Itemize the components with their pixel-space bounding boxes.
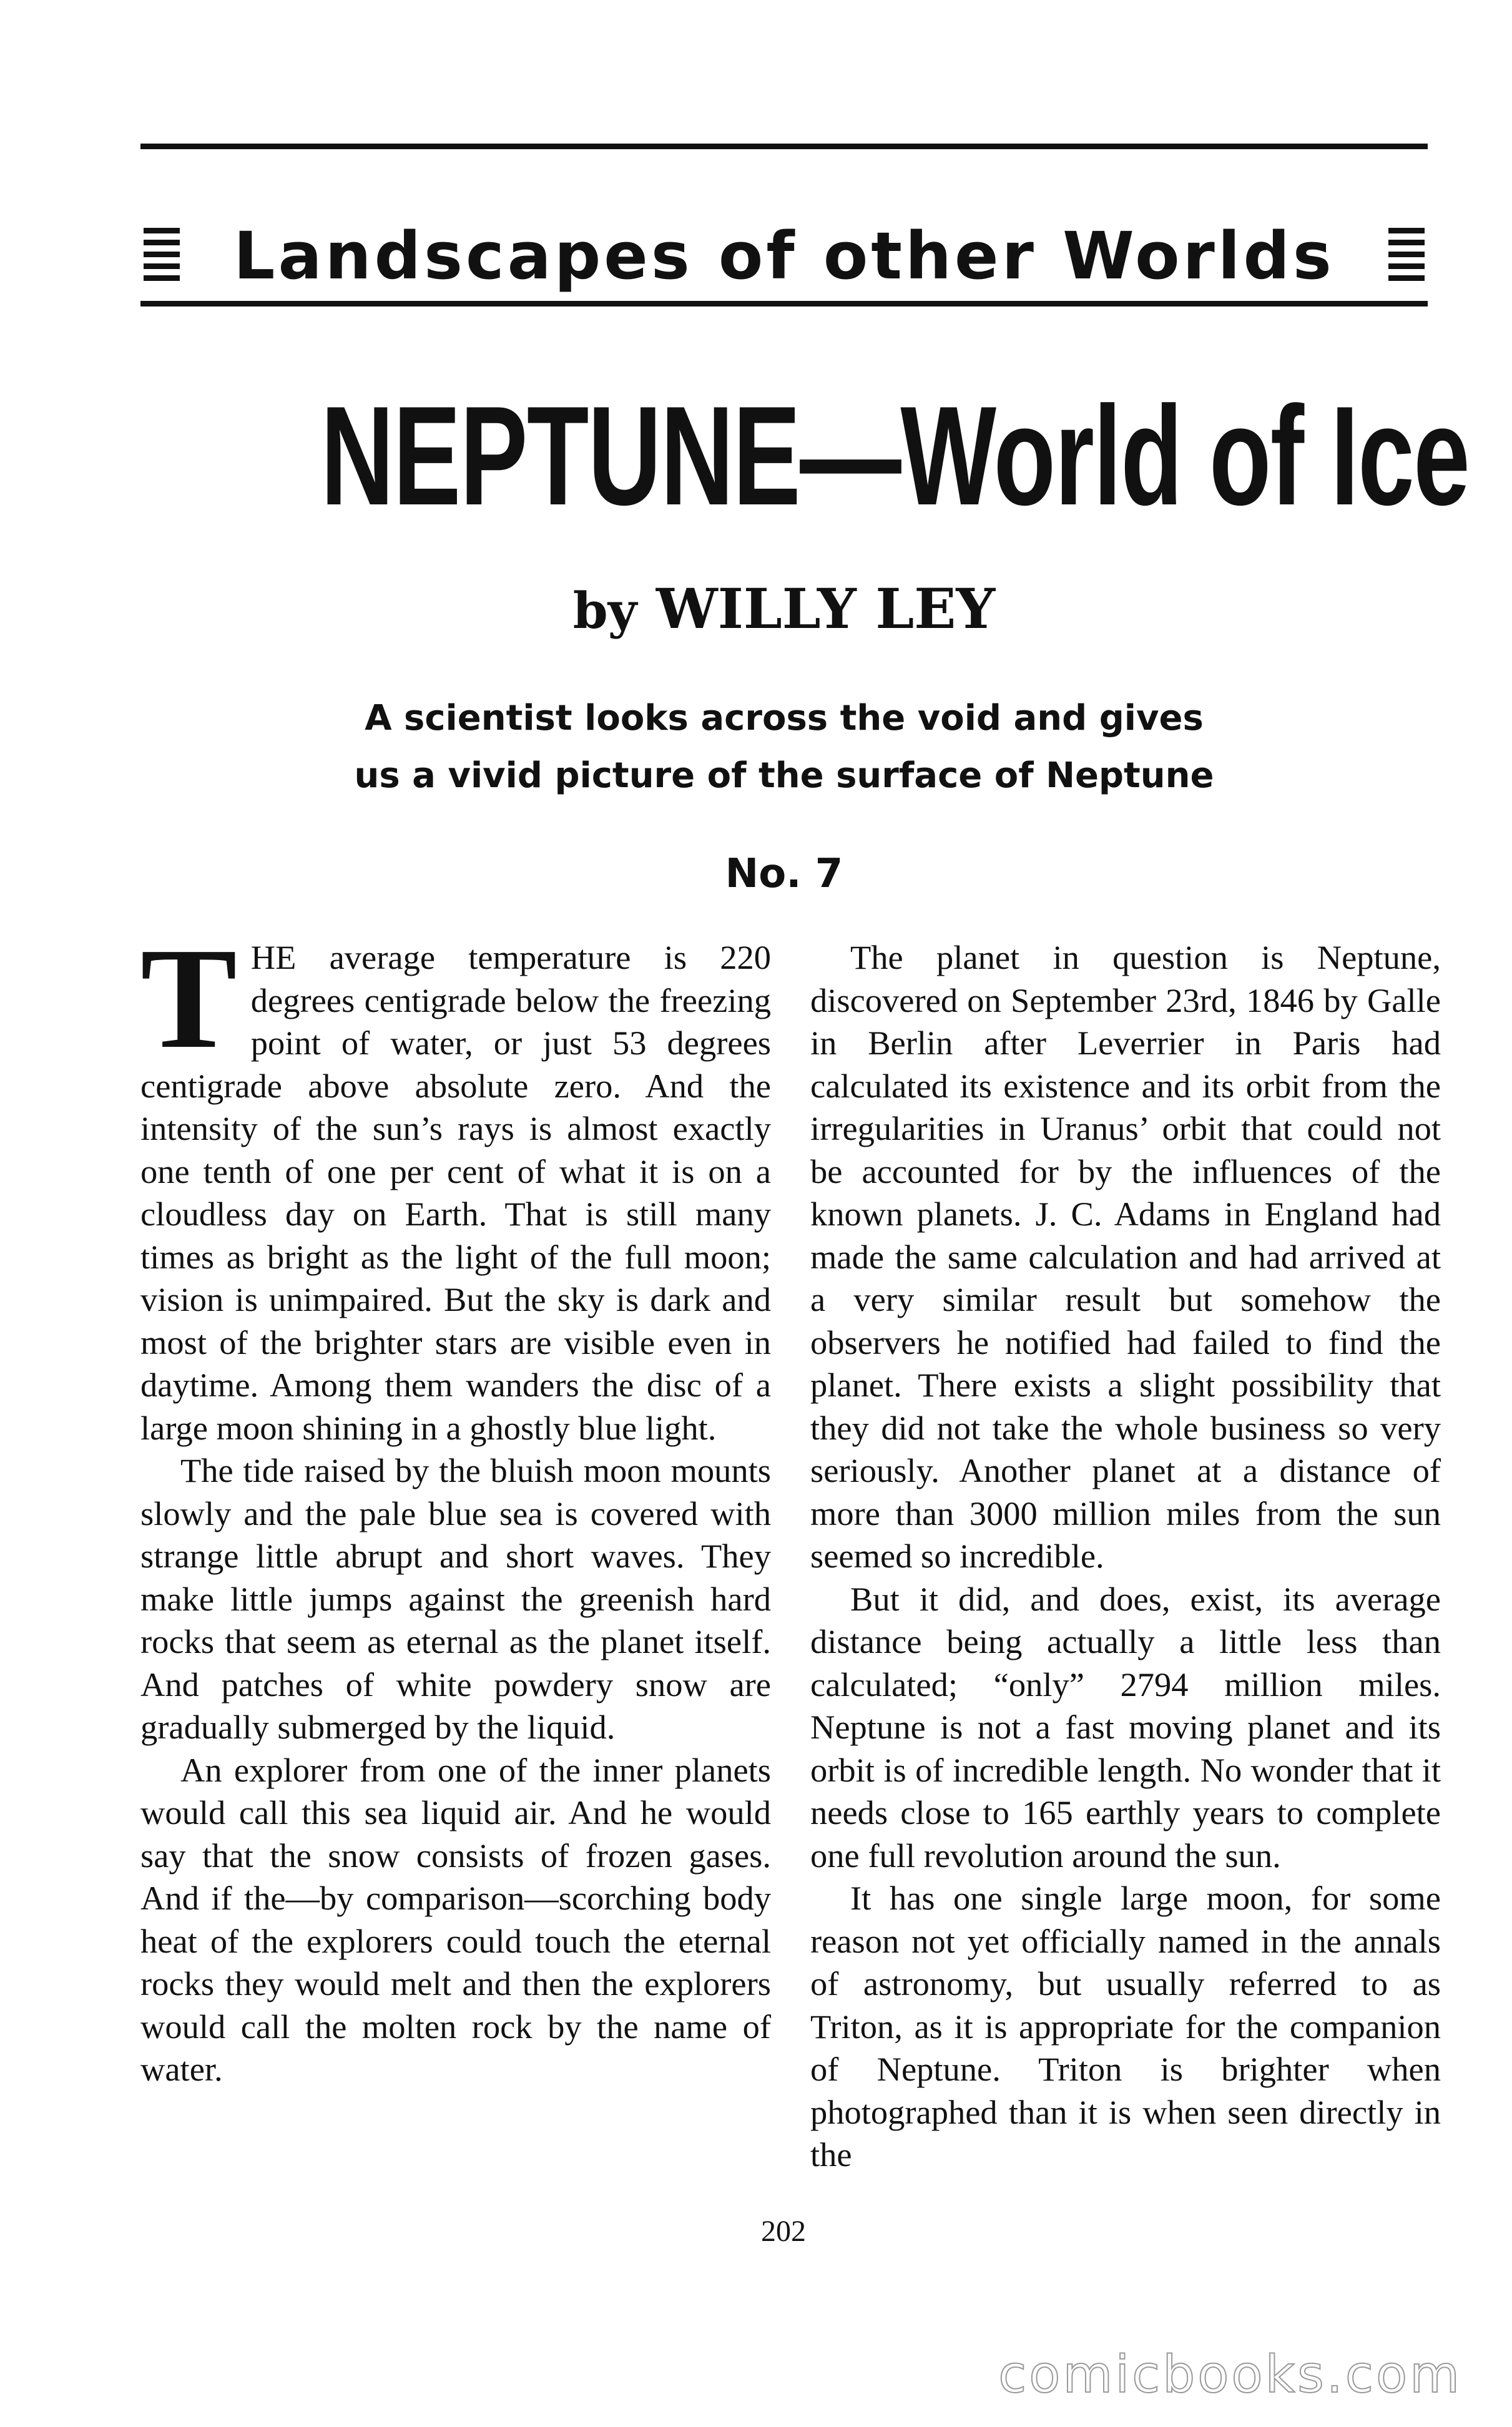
stripes-ornament-right [1388,228,1425,293]
watermark: comicbooks.com [998,2345,1462,2405]
deck-line-1: A scientist looks across the void and gives [365,698,1204,738]
series-title: Landscapes of other Worlds [233,218,1335,294]
byline-prefix: by [572,581,637,640]
paragraph: The tide raised by the bluish moon mounts slowly and the pale blue sea is covered with strange little abrupt and short waves. They make little jumps against the greenish hard rocks that seem as eternal as the planet itself. And patches of white powdery snow are gradually submerged by the liquid. [140,1451,771,1746]
article-column-left [140,918,771,2091]
paragraph: The planet in question is Neptune, discovered on September 23rd, 1846 by Galle in Berlin after Leverrier in Paris had calculated its existence and its orbit from the irregularities in Uranus’ orbit that could not be accounted for by the influences of the known planets. J. C. Adams in England had made the same calculation and had arrived at a very similar result but somehow the observers he notified had failed to find the planet. There exists a slight possibility that they did not take the whole business so very seriously. Another planet at a distance of more than 3000 million miles from the sun seemed so incredible. [810,938,1441,1575]
paragraph-text: HE average temperature is 220 degrees centigrade below the freezing point of water, or just 53 degrees centigrade above absolute zero. And the intensity of the sun’s rays is almost exactly one tenth of one per cent of what it is on a cloudless day on Earth. That is still many times as bright as the light of the full moon; vision is unimpaired. But the sky is dark and most of the brighter stars are visible even in daytime. Among them wanders the disc of a large moon shining in a ghostly blue light. [140,938,771,1447]
author-name: WILLY LEY [655,576,996,641]
byline [140,574,1428,645]
deck-line-2: us a vivid picture of the surface of Neptune [354,755,1214,796]
page-number: 202 [761,2215,806,2248]
article-title: NEPTUNE—World of Ice [320,376,1470,534]
article-column-right [810,936,1441,2177]
drop-cap: T [140,918,237,1079]
paragraph: It has one single large moon, for some reason not yet officially named in the annals of astronomy, but usually referred to as Triton, as it is appropriate for the companion of Neptune. Triton is brighter when photographed than it is when seen directly in the [810,1879,1441,2174]
paragraph: An explorer from one of the inner planets would call this sea liquid air. And he would say that the snow consists of frozen gases. And if the—by comparison—scorching body heat of the explorers could touch the eternal rocks they would melt and then the explorers would call the molten rock by the name of water. [140,1750,771,2088]
top-rule [140,144,1428,149]
series-number: No. 7 [725,851,843,897]
series-header [140,215,1428,297]
series-rule [140,301,1428,306]
article-deck [140,690,1428,805]
paragraph [140,918,771,1449]
paragraph: But it did, and does, exist, its average distance being actually a little less than calculated; “only” 2794 million miles. Neptune is not a fast moving planet and its orbit is of incredible length. No wonder that it needs close to 165 earthly years to complete one full revolution around the sun. [810,1579,1441,1875]
